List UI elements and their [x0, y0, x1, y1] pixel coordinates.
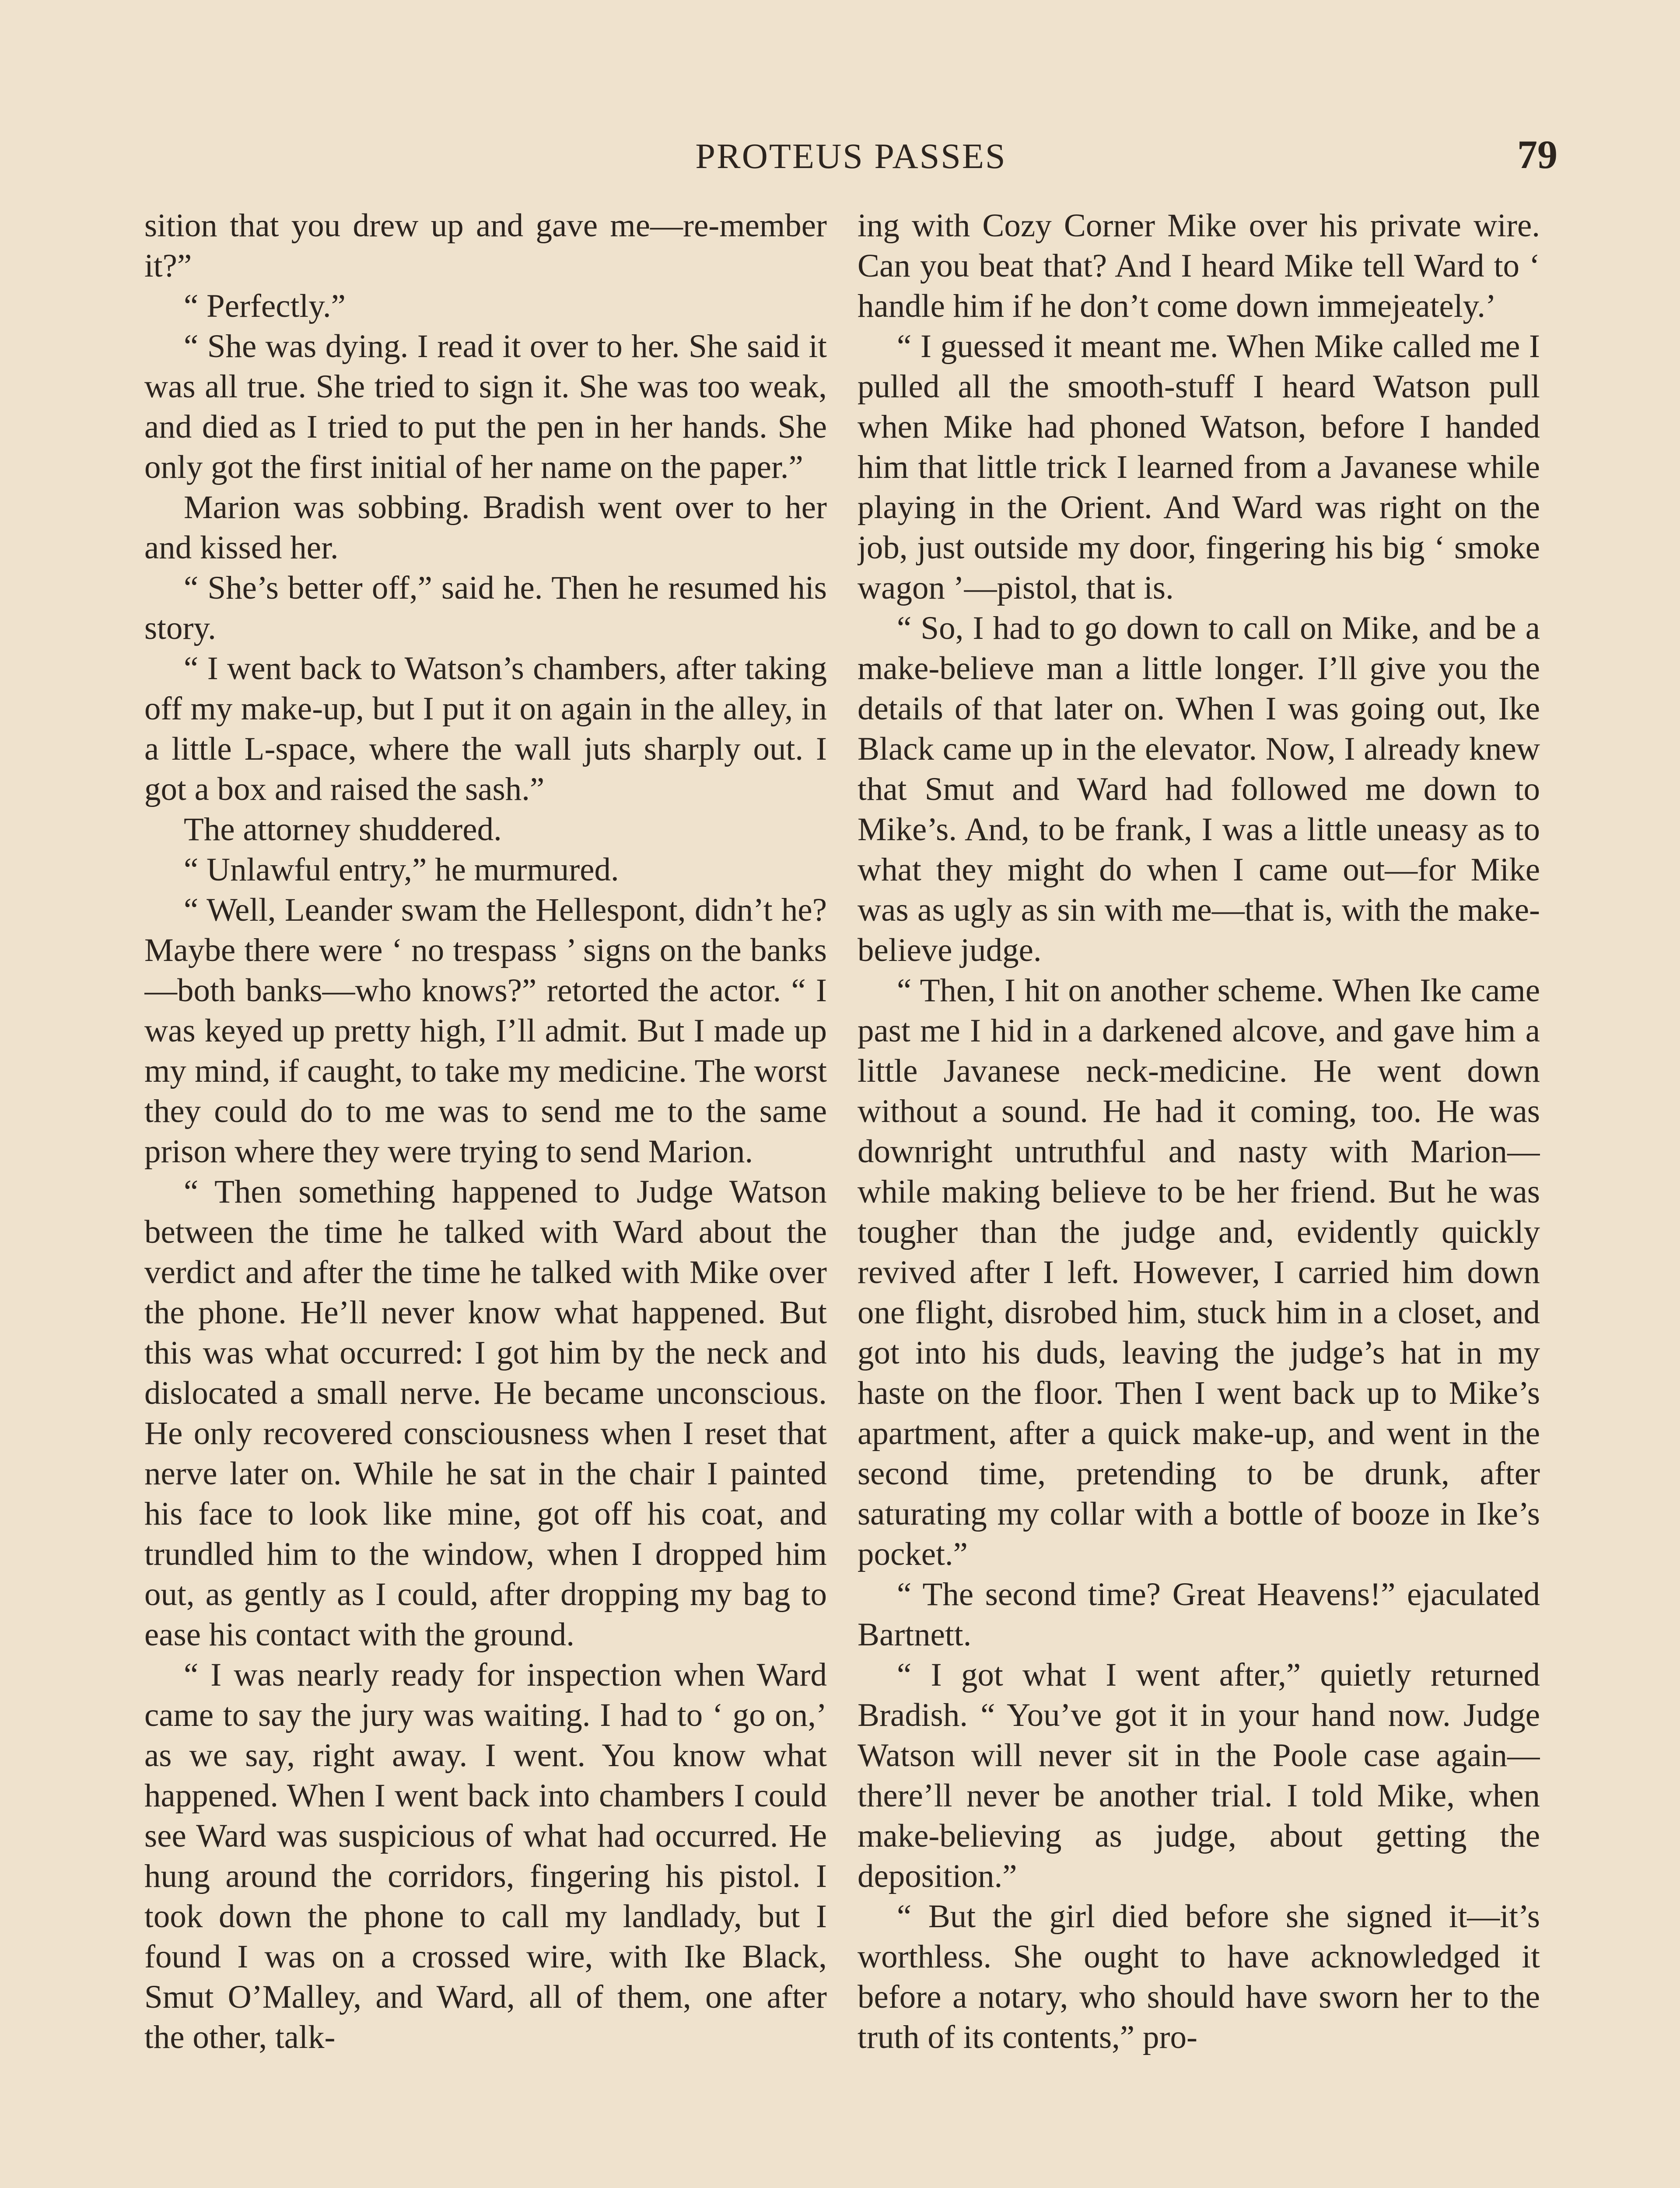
paragraph: “ So, I had to go down to call on Mike, and be a make-believe man a little longer. I’ll give you the details of that later on. When I was going out, Ike Black came up in the elevator. Now, I already knew that Smut and Ward had followed me down to Mike’s. And, to be frank, I was a little uneasy as to what they might do when I came out—for Mike was as ugly as sin with me—that is, with the make-believe judge.: [858, 610, 1540, 968]
paragraph: “ I was nearly ready for inspection when Ward came to say the jury was waiting. I had to ‘ go on,’ as we say, right away. I went. You know what happened. When I went back into chambers I could see Ward was suspicious of what had occurred. He hung around the corridors, fingering his pistol. I took down the phone to call my landlady, but I found I was on a crossed wire, with Ike Black, Smut O’Malley, and Ward, all of them, one after the other, talk-: [144, 1657, 827, 2055]
running-head: [144, 127, 1558, 184]
paragraph: “ Perfectly.”: [184, 288, 346, 324]
right-column: [858, 206, 1540, 2188]
page-number: 79: [1517, 132, 1558, 177]
paragraph: “ I went back to Watson’s chambers, after taking off my make-up, but I put it on again in the alley, in a little L-space, where the wall juts sharply out. I got a box and raised the sash.”: [144, 650, 827, 807]
paragraph: sition that you drew up and gave me—re-member it?”: [144, 207, 827, 284]
paragraph: “ I got what I went after,” quietly returned Bradish. “ You’ve got it in your hand now. Judge Watson will never sit in the Poole case again—there’ll never be another trial. I told Mike, when make-believing as judge, about getting the deposition.”: [858, 1657, 1540, 1894]
paragraph: “ The second time? Great Heavens!” ejaculated Bartnett.: [858, 1576, 1540, 1653]
paragraph: “ Then something happened to Judge Watson between the time he talked with Ward about the verdict and after the time he talked with Mike over the phone. He’ll never know what happened. But this was what occurred: I got him by the neck and dislocated a small nerve. He became unconscious. He only recovered consciousness when I reset that nerve later on. While he sat in the chair I painted his face to look like mine, got off his coat, and trundled him to the window, when I dropped him out, as gently as I could, after dropping my bag to ease his contact with the ground.: [144, 1174, 827, 1653]
paragraph: ing with Cozy Corner Mike over his private wire. Can you beat that? And I heard Mike tell Ward to ‘ handle him if he don’t come down immejeately.’: [858, 207, 1540, 324]
left-column: [144, 206, 827, 2188]
paragraph: The attorney shuddered.: [184, 811, 502, 848]
paragraph: Marion was sobbing. Bradish went over to her and kissed her.: [144, 489, 827, 566]
paragraph: “ She’s better off,” said he. Then he resumed his story.: [144, 570, 827, 646]
paragraph: “ But the girl died before she signed it—it’s worthless. She ought to have acknowledged it before a notary, who should have sworn her to the truth of its contents,” pro-: [858, 1898, 1540, 2055]
paragraph: “ I guessed it meant me. When Mike called me I pulled all the smooth-stuff I heard Watson pull when Mike had phoned Watson, before I handed him that little trick I learned from a Javanese while playing in the Orient. And Ward was right on the job, just outside my door, fingering his big ‘ smoke wagon ’—pistol, that is.: [858, 328, 1540, 606]
paragraph: “ Then, I hit on another scheme. When Ike came past me I hid in a darkened alcove, and gave him a little Javanese neck-medicine. He went down without a sound. He had it coming, too. He was downright untruthful and nasty with Marion—while making believe to be her friend. But he was tougher than the judge and, evidently quickly revived after I left. However, I carried him down one flight, disrobed him, stuck him in a closet, and got into his duds, leaving the judge’s hat in my haste on the floor. Then I went back up to Mike’s apartment, after a quick make-up, and went in the second time, pretending to be drunk, after saturating my collar with a bottle of booze in Ike’s pocket.”: [858, 972, 1540, 1572]
paragraph: “ She was dying. I read it over to her. She said it was all true. She tried to sign it. She was too weak, and died as I tried to put the pen in her hands. She only got the first initial of her name on the paper.”: [144, 328, 827, 485]
paragraph: “ Well, Leander swam the Hellespont, didn’t he? Maybe there were ‘ no trespass ’ signs on the banks—both banks—who knows?” retorted the actor. “ I was keyed up pretty high, I’ll admit. But I made up my mind, if caught, to take my medicine. The worst they could do to me was to send me to the same prison where they were trying to send Marion.: [144, 892, 827, 1170]
running-title: PROTEUS PASSES: [695, 136, 1007, 176]
paragraph: “ Unlawful entry,” he murmured.: [184, 852, 619, 888]
